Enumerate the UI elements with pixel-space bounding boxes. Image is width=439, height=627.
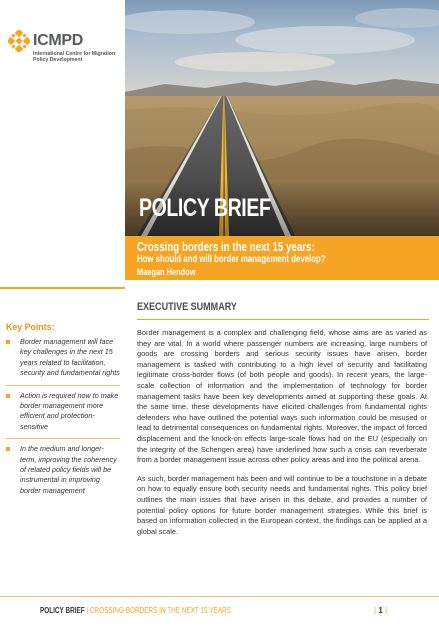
page-bar-left: | (374, 606, 377, 615)
heading-divider (137, 319, 429, 320)
brief-title: Crossing borders in the next 15 years: (137, 240, 315, 254)
footer-running-title (40, 606, 231, 615)
page-number-value: 1 (378, 606, 383, 615)
key-point-item (6, 337, 120, 379)
sidebar-divider (0, 287, 125, 289)
page-bar-right: | (385, 606, 388, 615)
bullet-icon (6, 394, 10, 398)
author-name: Maegan Hendow (137, 267, 196, 278)
page-footer (0, 596, 439, 627)
logo-name: ICMPD (33, 32, 84, 49)
brief-subtitle: How should and will border management develop? (137, 254, 326, 265)
logo-mark-icon (8, 30, 30, 52)
footer-separator: | (86, 606, 89, 615)
key-points-title: Key Points: (6, 322, 55, 332)
title-band (125, 236, 439, 280)
key-point-text: In the medium and longer-term, improving the coherency of related policy fields will be instrumental in improving border management (20, 444, 117, 495)
hero-image (125, 0, 439, 236)
key-point-item (6, 391, 120, 433)
key-point-item (6, 444, 120, 496)
footer-brief-title: CROSSING BORDERS IN THE NEXT 15 YEARS (89, 606, 231, 615)
key-point-text: Border management will face key challenges in the next 15 years related to facilitation, security and fundamental rights (20, 337, 120, 378)
key-point-separator (6, 438, 120, 439)
key-point-text: Action is required now to make border management more efficient and protection-sensitive (20, 390, 119, 431)
key-point-separator (6, 385, 120, 386)
logo-subtitle: International Centre for Migration Policy Development (33, 51, 116, 64)
summary-paragraph-1: Border management is a complex and challenging field, whose aims are as varied as they are vital. In a world where passenger numbers are increasing, large numbers of goods are crossing borders and serious security issues have arisen, border management is tasked with contributing to a high level of security and facilitating legitimate cross-border flows (of both people and goods). In recent years, the large-scale collection of information and the implementation of technology for border management tasks have been key developments aimed at supporting these goals. At the same time, these developments have elicited challenges from fundamental rights defenders who have outlined the potential ways such information could be misused or lead to detrimental consequences on fundamental rights. Moreover, the impact of forced displacement and the knock-on effects large-scale flows had on the EU (especially on the integrity of the Schengen area) have underlined how such a crisis can reverberate from a border management issue across other policy areas and into the political arena. (137, 328, 427, 465)
bullet-icon (6, 447, 10, 451)
page-number (374, 606, 387, 615)
policy-brief-title: POLICY BRIEF (139, 194, 271, 222)
key-points-sidebar (0, 287, 125, 591)
executive-summary-heading: EXECUTIVE SUMMARY (137, 301, 237, 313)
brand-column (0, 0, 125, 236)
key-points-list (6, 337, 120, 502)
main-content (137, 301, 427, 537)
footer-divider (0, 596, 439, 597)
summary-paragraph-2: As such, border management has been and will continue to be a touchstone in a debate on how to equally ensure both security needs and fundamental rights. This policy brief outlines the main issues that have arisen in this debate, and provides a number of potential policy options for future border management strategies. While this brief is based on information collected in the European context, the findings can be applied at a global scale. (137, 473, 427, 536)
bullet-icon (6, 340, 10, 344)
footer-label: POLICY BRIEF (40, 606, 85, 615)
